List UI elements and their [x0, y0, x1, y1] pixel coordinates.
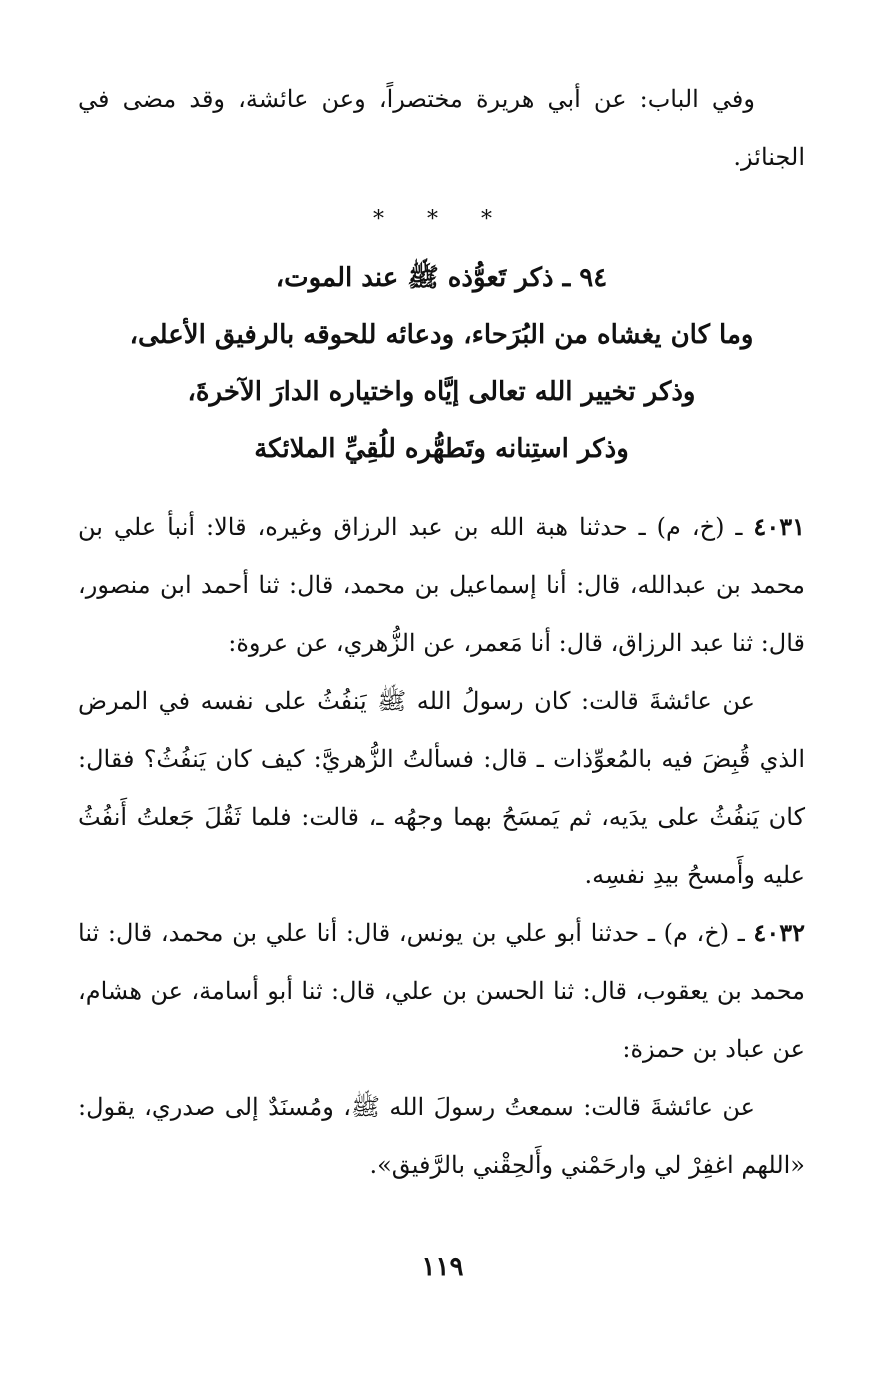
chapter-heading-line: وما كان يغشاه من البُرَحاء، ودعائه للحوقه بالرفيق الأعلى، [129, 320, 754, 350]
hadith-isnad-text: ـ (خ، م) ـ حدثنا أبو علي بن يونس، قال: أنا علي بن محمد، قال: ثنا محمد بن يعقوب، قال: ثنا الحسن بن علي، قال: ثنا أبو أسامة، عن هشام، عن عباد بن حمزة: [78, 919, 805, 1063]
hadith-matn: عن عائشةَ قالت: سمعتُ رسولَ الله ﷺ، ومُسنَدٌ إلى صدري، يقول: «اللهم اغفِرْ لي وارحَمْني وأَلحِقْني بالرَّفيق». [78, 1093, 805, 1179]
chapter-heading-line: وذكر تخيير الله تعالى إيَّاه واختياره الدارَ الآخرةَ، [187, 377, 696, 407]
chapter-heading [78, 250, 805, 478]
hadith-isnad [78, 904, 805, 1078]
chapter-heading-line: ٩٤ ـ ذكر تَعوُّذه ﷺ عند الموت، [275, 263, 608, 293]
page-number: ١١٩ [421, 1252, 464, 1282]
hadith-number: ٤٠٣١ [753, 512, 805, 541]
hadith-number: ٤٠٣٢ [753, 918, 805, 947]
book-page [78, 70, 805, 1330]
hadith-isnad [78, 498, 805, 672]
intro-paragraph: وفي الباب: عن أبي هريرة مختصراً، وعن عائشة، وقد مضى في الجنائز. [78, 85, 805, 171]
hadith-matn: عن عائشةَ قالت: كان رسولُ الله ﷺ يَنفُثُ على نفسه في المرض الذي قُبِضَ فيه بالمُعوِّذات ـ قال: فسألتُ الزُّهريَّ: كيف كان يَنفُثُ؟ فقال: كان يَنفُثُ على يدَيه، ثم يَمسَحُ بهما وجهُه ـ، قالت: فلما ثَقُلَ جَعلتُ أَنفُثُ عليه وأَمسحُ بيدِ نفسِه. [78, 687, 805, 889]
hadith-isnad-text: ـ (خ، م) ـ حدثنا هبة الله بن عبد الرزاق وغيره، قالا: أنبأ علي بن محمد بن عبدالله، قال: أنا إسماعيل بن محمد، قال: ثنا أحمد ابن منصور، قال: ثنا عبد الرزاق، قال: أنا مَعمر، عن الزُّهري، عن عروة: [78, 513, 805, 657]
section-separator: * * * [373, 207, 510, 232]
chapter-heading-line: وذكر استِنانه وتَطهُّره للُقِيِّ الملائكة [254, 434, 629, 464]
